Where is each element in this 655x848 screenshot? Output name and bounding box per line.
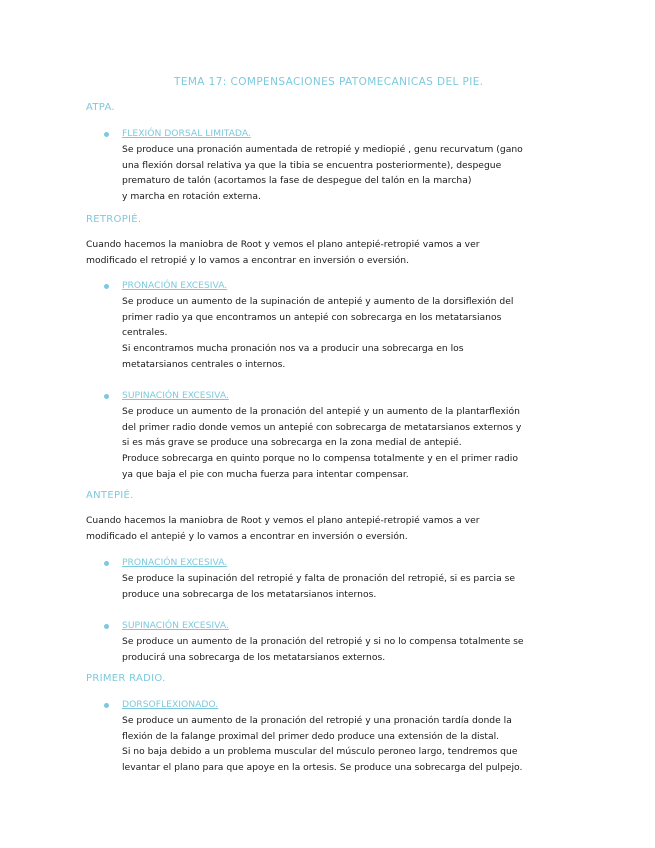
text-line: Si encontramos mucha pronación nos va a producir una sobrecarga en los <box>122 343 464 355</box>
text-line: Si no baja debido a un problema muscular del músculo peroneo largo, tendremos que <box>122 746 518 758</box>
subheading: DORSOFLEXIONADO. <box>122 699 219 710</box>
text-line: si es más grave se produce una sobrecarga en la zona medial de antepié. <box>122 437 462 449</box>
subheading: FLEXIÓN DORSAL LIMITADA. <box>122 128 251 139</box>
item-text <box>122 713 522 776</box>
text-line: Se produce un aumento de la pronación del retropié y una pronación tardía donde la <box>122 715 512 726</box>
text-line: Produce sobrecarga en quinto porque no lo compensa totalmente y en el primer radio <box>122 453 518 465</box>
text-line: producirá una sobrecarga de los metatarsianos externos. <box>122 651 386 663</box>
item-text <box>122 634 522 665</box>
text-line: modificado el retropié y lo vamos a encontrar en inversión o eversión. <box>86 255 410 266</box>
section-heading-primer-radio: PRIMER RADIO. <box>86 673 166 684</box>
text-line: del primer radio donde vemos un antepié con sobrecarga de metatarsianos externos y <box>122 421 522 433</box>
bullet-icon <box>104 561 109 566</box>
section-heading-atpa: ATPA. <box>86 102 115 113</box>
bullet-icon <box>104 132 109 137</box>
text-line: modificado el antepié y lo vamos a encontrar en inversión o eversión. <box>86 531 408 542</box>
text-line: Se produce un aumento de la pronación del retropié y si no lo compensa totalmente se <box>122 636 524 647</box>
section-intro <box>86 513 606 545</box>
text-line: Cuando hacemos la maniobra de Root y vemos el plano antepié-retropié vamos a ver <box>86 515 480 526</box>
bullet-icon <box>104 624 109 629</box>
section-heading-antepie: ANTEPIÉ. <box>86 490 134 501</box>
item-text <box>122 142 522 205</box>
subheading: PRONACIÓN EXCESIVA. <box>122 280 228 291</box>
subheading: SUPINACIÓN EXCESIVA. <box>122 620 229 631</box>
bullet-icon <box>104 703 109 708</box>
text-line: y marcha en rotación externa. <box>122 191 261 203</box>
section-intro <box>86 237 606 269</box>
text-line: Se produce un aumento de la supinación de antepié y aumento de la dorsiflexión del <box>122 296 514 307</box>
text-line: una flexión dorsal relativa ya que la tibia se encuentra posteriormente), despegue <box>122 159 502 171</box>
section-heading-retropie: RETROPIÉ. <box>86 214 142 225</box>
item-text <box>122 404 522 483</box>
subheading: PRONACIÓN EXCESIVA. <box>122 557 228 568</box>
text-line: primer radio ya que encontramos un antepié con sobrecarga en los metatarsianos <box>122 311 502 323</box>
text-line: Se produce un aumento de la pronación del antepié y un aumento de la plantarflexión <box>122 406 520 417</box>
bullet-icon <box>104 284 109 289</box>
text-line: flexión de la falange proximal del primer dedo produce una extensión de la distal. <box>122 730 500 742</box>
text-line: centrales. <box>122 327 168 339</box>
item-text <box>122 294 522 373</box>
document-title: TEMA 17: COMPENSACIONES PATOMECANICAS DEL PIE. <box>174 76 484 88</box>
text-line: Cuando hacemos la maniobra de Root y vemos el plano antepié-retropié vamos a ver <box>86 239 480 250</box>
text-line: Se produce una pronación aumentada de retropié y mediopié , genu recurvatum (gano <box>122 144 523 155</box>
text-line: produce una sobrecarga de los metatarsianos internos. <box>122 588 377 600</box>
text-line: levantar el plano para que apoye en la ortesis. Se produce una sobrecarga del pulpejo. <box>122 762 523 774</box>
text-line: Se produce la supinación del retropié y falta de pronación del retropié, si es parcia se <box>122 573 516 584</box>
bullet-icon <box>104 394 109 399</box>
text-line: prematuro de talón (acortamos la fase de despegue del talón en la marcha) <box>122 175 472 187</box>
text-line: ya que baja el pie con mucha fuerza para intentar compensar. <box>122 468 409 480</box>
subheading: SUPINACIÓN EXCESIVA. <box>122 390 229 401</box>
text-line: metatarsianos centrales o internos. <box>122 358 286 370</box>
item-text <box>122 571 522 602</box>
